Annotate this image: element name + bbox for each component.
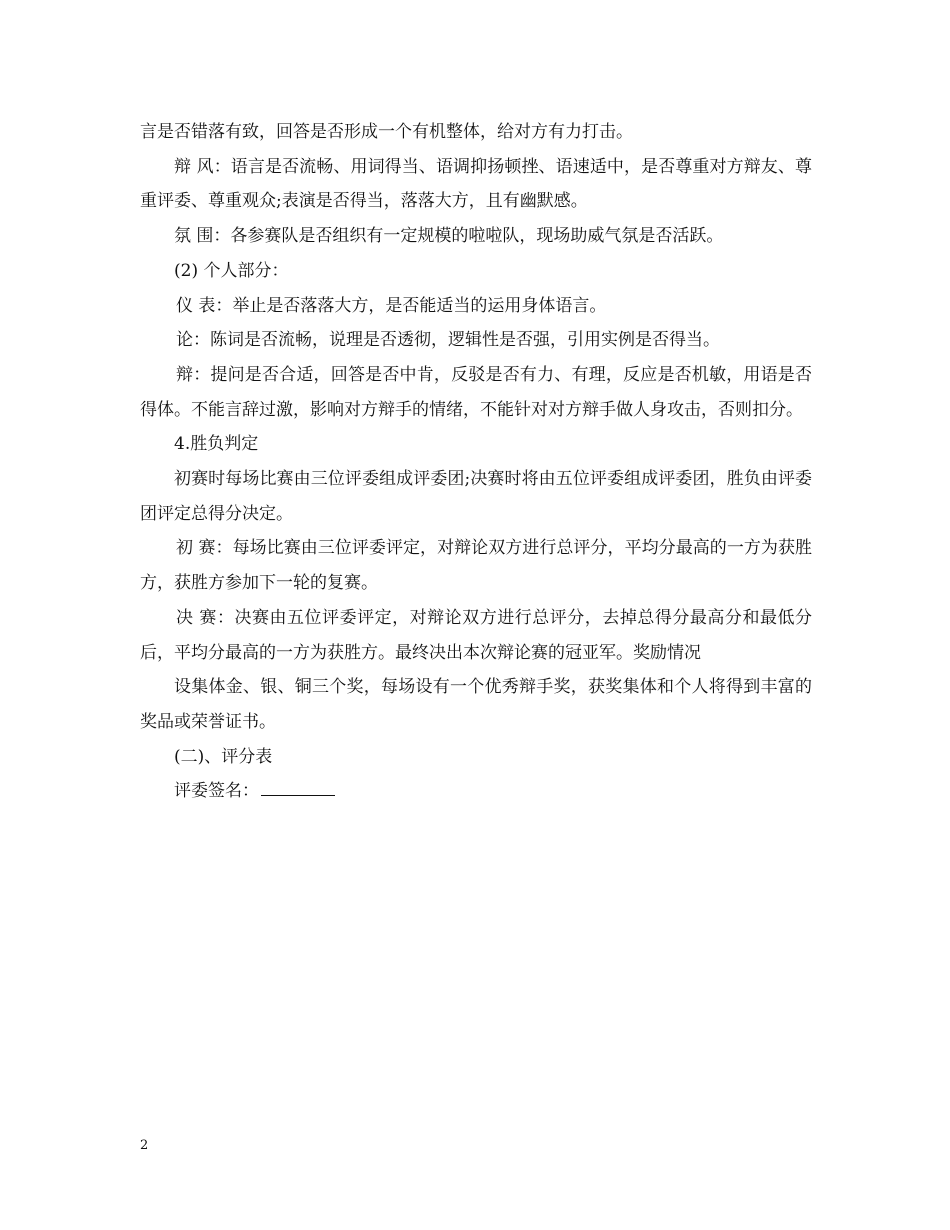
page-number: 2: [140, 1138, 149, 1153]
paragraph-preliminary: 初 赛：每场比赛由三位评委评定，对辩论双方进行总评分，平均分最高的一方为获胜方，获胜方参加下一轮的复赛。: [140, 538, 812, 594]
paragraph-rebuttal: 辩：提问是否合适，回答是否中肯，反驳是否有力、有理，反应是否机敏，用语是否得体。不能言辞过激，影响对方辩手的情绪，不能针对对方辩手做人身攻击，否则扣分。: [140, 364, 812, 420]
paragraph-appearance: 仪 表：举止是否落落大方，是否能适当的运用身体语言。: [176, 295, 607, 316]
paragraph-argument: 论：陈词是否流畅，说理是否透彻，逻辑性是否强，引用实例是否得当。: [176, 330, 720, 351]
heading-score-sheet: (二)、评分表: [174, 746, 273, 767]
paragraph-atmosphere: 氛 围：各参赛队是否组织有一定规模的啦啦队，现场助威气氛是否活跃。: [174, 226, 724, 247]
signature-label: 评委签名：: [174, 781, 259, 802]
heading-judging: 4.胜负判定: [174, 434, 259, 455]
paragraph-awards: 设集体金、银、铜三个奖，每场设有一个优秀辩手奖，获奖集体和个人将得到丰富的奖品或荣誉证书。: [140, 677, 812, 732]
paragraph-debate-style: 辩 风：语言是否流畅、用词得当、语调抑扬顿挫、语速适中，是否尊重对方辩友、尊重评委、尊重观众;表演是否得当，落落大方，且有幽默感。: [140, 156, 812, 212]
signature-blank: [261, 778, 335, 796]
paragraph-final: 决 赛：决赛由五位评委评定，对辩论双方进行总评分，去掉总得分最高分和最低分后，平均分最高的一方为获胜方。最终决出本次辩论赛的冠亚军。奖励情况: [140, 607, 812, 663]
paragraph-continuation: 言是否错落有致，回答是否形成一个有机整体，给对方有力打击。: [140, 122, 633, 142]
signature-line: [140, 774, 812, 809]
document-body: [140, 115, 812, 809]
heading-individual-part: (2) 个人部分：: [174, 260, 289, 281]
paragraph-judging-panel: 初赛时每场比赛由三位评委组成评委团;决赛时将由五位评委组成评委团，胜负由评委团评定总得分决定。: [140, 469, 812, 524]
